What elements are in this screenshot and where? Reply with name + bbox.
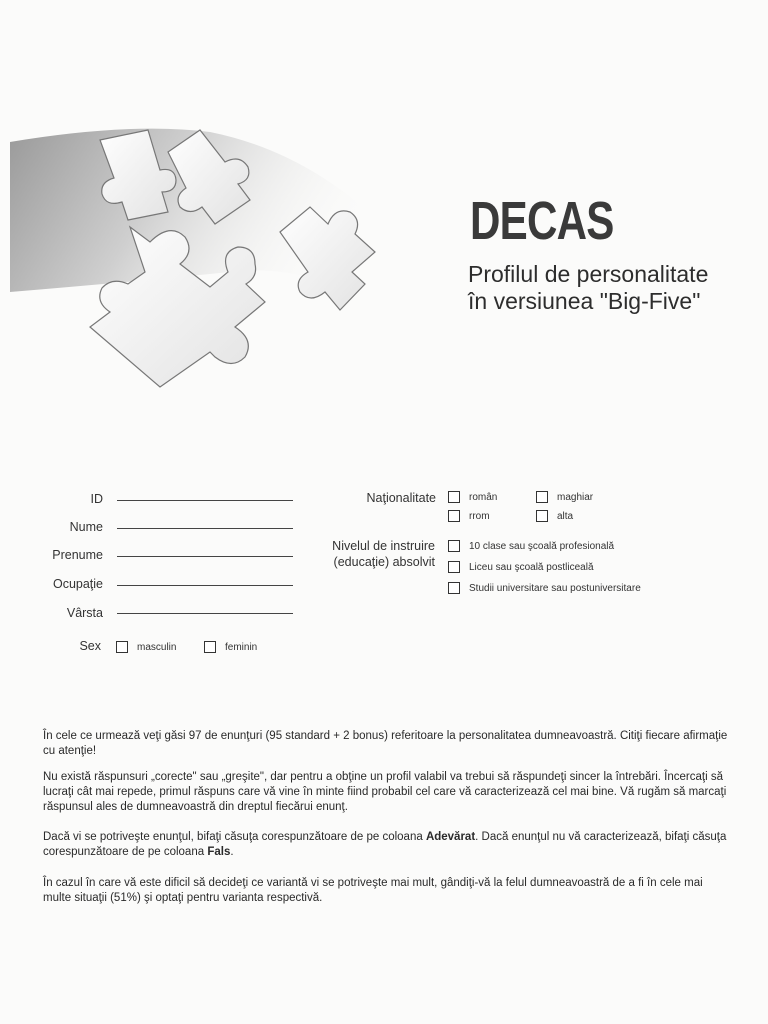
- educatie-option-2[interactable]: [448, 561, 594, 573]
- option-label: maghiar: [557, 491, 594, 503]
- checkbox[interactable]: [536, 491, 548, 503]
- varsta-field[interactable]: [117, 613, 293, 614]
- subtitle-line-1: Profilul de personalitate: [468, 261, 709, 287]
- instructions-paragraph-4: În cazul în care vă este dificil să decideţi ce variantă vi se potriveşte mai mult, gândiţi-vă la felul dumneavoastră de a fi în cele mai multe situaţii (51%) şi optaţi pentru varianta respectivă.: [43, 877, 703, 904]
- educatie-label-line-1: Nivelul de instruire: [332, 539, 435, 553]
- option-label: Studii universitare sau postuniversitare: [469, 582, 641, 594]
- checkbox[interactable]: [448, 561, 460, 573]
- prenume-label: Prenume: [52, 548, 103, 562]
- nume-label: Nume: [69, 520, 103, 534]
- instructions-paragraph-2: Nu există răspunsuri „corecte" sau „greşite", dar pentru a obţine un profil valabil va trebui să răspundeţi sincer la întrebări. Încercaţi să lucraţi cât mai repede, primul răspuns care vă vine în minte fiind probabil cel care vă caracterizează cel mai bine. Vă rugăm să marcaţi răspunsul ales de dumneavoastră din dreptul fiecărui enunţ.: [43, 771, 727, 813]
- nationalitate-option-maghiar[interactable]: [536, 491, 593, 503]
- instructions-paragraph-1: În cele ce urmează veţi găsi 97 de enunţuri (95 standard + 2 bonus) referitoare la personalitatea dumneavoastră. Citiţi fiecare afirmaţie cu atenţie!: [43, 730, 728, 757]
- educatie-option-1[interactable]: [448, 540, 614, 552]
- document-title: DECAS: [470, 191, 614, 251]
- sex-label: Sex: [79, 639, 101, 653]
- false-column-label: Fals: [207, 846, 231, 858]
- sex-option-masculin[interactable]: [116, 641, 176, 653]
- option-label: român: [469, 491, 498, 503]
- ocupatie-field[interactable]: [117, 585, 293, 586]
- checkbox[interactable]: [448, 540, 460, 552]
- ocupatie-label: Ocupaţie: [52, 577, 103, 591]
- educatie-label: [332, 538, 435, 570]
- varsta-label: Vârsta: [66, 606, 103, 620]
- checkbox[interactable]: [448, 510, 460, 522]
- nationalitate-option-rrom[interactable]: [448, 510, 490, 522]
- checkbox[interactable]: [204, 641, 216, 653]
- true-column-label: Adevărat: [425, 831, 476, 843]
- id-label: ID: [90, 492, 103, 506]
- option-label: alta: [557, 510, 574, 522]
- checkbox[interactable]: [536, 510, 548, 522]
- p3-part-2: . Dacă enunţul nu vă caracterizează, bifaţi căsuţa corespunzătoare de pe coloana: [43, 831, 727, 858]
- nume-field[interactable]: [117, 528, 293, 529]
- checkbox[interactable]: [448, 582, 460, 594]
- prenume-field[interactable]: [117, 556, 293, 557]
- nationalitate-option-alta[interactable]: [536, 510, 573, 522]
- nationalitate-label: Naţionalitate: [366, 491, 436, 505]
- puzzle-illustration: [10, 112, 392, 392]
- option-label: 10 clase sau şcoală profesională: [469, 540, 615, 552]
- sex-option-feminin[interactable]: [204, 641, 257, 653]
- option-label: feminin: [225, 641, 258, 653]
- instructions-paragraph-3: [43, 830, 733, 860]
- option-label: Liceu sau şcoală postliceală: [469, 561, 594, 573]
- document-subtitle: [468, 261, 708, 315]
- checkbox[interactable]: [116, 641, 128, 653]
- id-field[interactable]: [117, 500, 293, 501]
- p3-part-3: .: [230, 846, 234, 858]
- p3-part-1: Dacă vi se potriveşte enunţul, bifaţi căsuţa corespunzătoare de pe coloana: [43, 831, 426, 843]
- checkbox[interactable]: [448, 491, 460, 503]
- educatie-option-3[interactable]: [448, 582, 641, 594]
- option-label: rrom: [469, 510, 490, 522]
- educatie-label-line-2: (educaţie) absolvit: [333, 555, 435, 569]
- option-label: masculin: [137, 641, 177, 653]
- subtitle-line-2: în versiunea "Big-Five": [468, 288, 701, 314]
- nationalitate-option-roman[interactable]: [448, 491, 497, 503]
